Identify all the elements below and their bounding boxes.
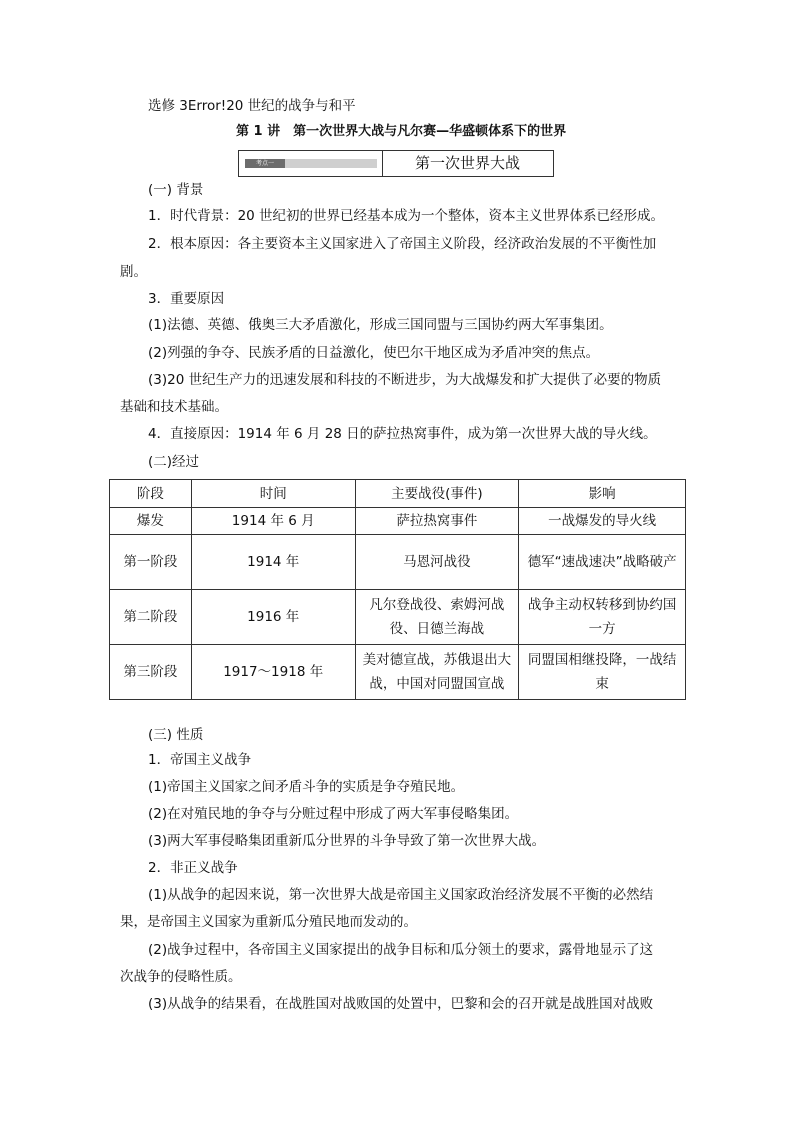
table-header: 时间	[191, 480, 355, 508]
table-cell: 萨拉热窝事件	[355, 508, 519, 535]
topic-box	[238, 150, 554, 177]
section-heading-background: (一) 背景	[148, 182, 204, 198]
paragraph: (2)战争过程中，各帝国主义国家提出的战争目标和瓜分领土的要求，露骨地显示了这	[148, 942, 654, 958]
table-row	[110, 535, 686, 590]
paragraph: (2)列强的争夺、民族矛盾的日益激化，使巴尔干地区成为矛盾冲突的焦点。	[148, 345, 600, 361]
paragraph: 1．时代背景：20 世纪初的世界已经基本成为一个整体，资本主义世界体系已经形成。	[148, 208, 665, 224]
table-header: 主要战役(事件)	[355, 480, 519, 508]
table-cell: 第二阶段	[110, 590, 192, 645]
course-title: 选修 3Error!20 世纪的战争与和平	[148, 98, 356, 114]
table-cell: 第三阶段	[110, 645, 192, 700]
paragraph: 2．根本原因：各主要资本主义国家进入了帝国主义阶段，经济政治发展的不平衡性加	[148, 236, 657, 252]
lecture-title: 第 1 讲 第一次世界大战与凡尔赛—华盛顿体系下的世界	[236, 124, 567, 139]
paragraph: 基础和技术基础。	[120, 399, 228, 415]
table-cell: 爆发	[110, 508, 192, 535]
paragraph: 次战争的侵略性质。	[120, 969, 242, 985]
table-row	[110, 508, 686, 535]
paragraph: (2)在对殖民地的争夺与分赃过程中形成了两大军事侵略集团。	[148, 806, 519, 822]
process-table	[109, 479, 686, 700]
table-cell: 战争主动权转移到协约国一方	[519, 590, 686, 645]
paragraph: 3．重要原因	[148, 291, 225, 307]
topic-badge	[245, 159, 377, 168]
paragraph: (3)两大军事侵略集团重新瓜分世界的斗争导致了第一次世界大战。	[148, 833, 546, 849]
table-cell: 马恩河战役	[355, 535, 519, 590]
table-row	[110, 590, 686, 645]
paragraph: (1)帝国主义国家之间矛盾斗争的实质是争夺殖民地。	[148, 779, 465, 795]
paragraph: 2．非正义战争	[148, 860, 238, 876]
table-cell: 一战爆发的导火线	[519, 508, 686, 535]
paragraph: (3)20 世纪生产力的迅速发展和科技的不断进步，为大战爆发和扩大提供了必要的物质	[148, 372, 662, 388]
topic-title: 第一次世界大战	[414, 154, 520, 172]
paragraph: 1．帝国主义战争	[148, 752, 252, 768]
topic-badge-cell	[239, 151, 383, 176]
section-heading-nature: (三) 性质	[148, 727, 204, 743]
table-cell: 1917～1918 年	[191, 645, 355, 700]
table-cell: 1914 年	[191, 535, 355, 590]
table-header: 影响	[519, 480, 686, 508]
table-row	[110, 645, 686, 700]
paragraph: 剧。	[120, 264, 147, 280]
table-cell: 德军“速战速决”战略破产	[519, 535, 686, 590]
paragraph: (3)从战争的结果看，在战胜国对战败国的处置中，巴黎和会的召开就是战胜国对战败	[148, 996, 654, 1012]
paragraph: (1)法德、英德、俄奥三大矛盾激化，形成三国同盟与三国协约两大军事集团。	[148, 317, 613, 333]
table-cell: 美对德宣战，苏俄退出大战，中国对同盟国宣战	[355, 645, 519, 700]
paragraph: (1)从战争的起因来说，第一次世界大战是帝国主义国家政治经济发展不平衡的必然结	[148, 887, 654, 903]
section-heading-process: (二)经过	[148, 454, 200, 470]
table-header-row	[110, 480, 686, 508]
table-header: 阶段	[110, 480, 192, 508]
paragraph: 4．直接原因：1914 年 6 月 28 日的萨拉热窝事件，成为第一次世界大战的导火线。	[148, 426, 657, 442]
table-cell: 1916 年	[191, 590, 355, 645]
paragraph: 果，是帝国主义国家为重新瓜分殖民地而发动的。	[120, 914, 417, 930]
topic-badge-label: 考点一	[245, 159, 285, 168]
table-cell: 凡尔登战役、索姆河战役、日德兰海战	[355, 590, 519, 645]
table-cell: 1914 年 6 月	[191, 508, 355, 535]
table-cell: 同盟国相继投降，一战结束	[519, 645, 686, 700]
table-cell: 第一阶段	[110, 535, 192, 590]
